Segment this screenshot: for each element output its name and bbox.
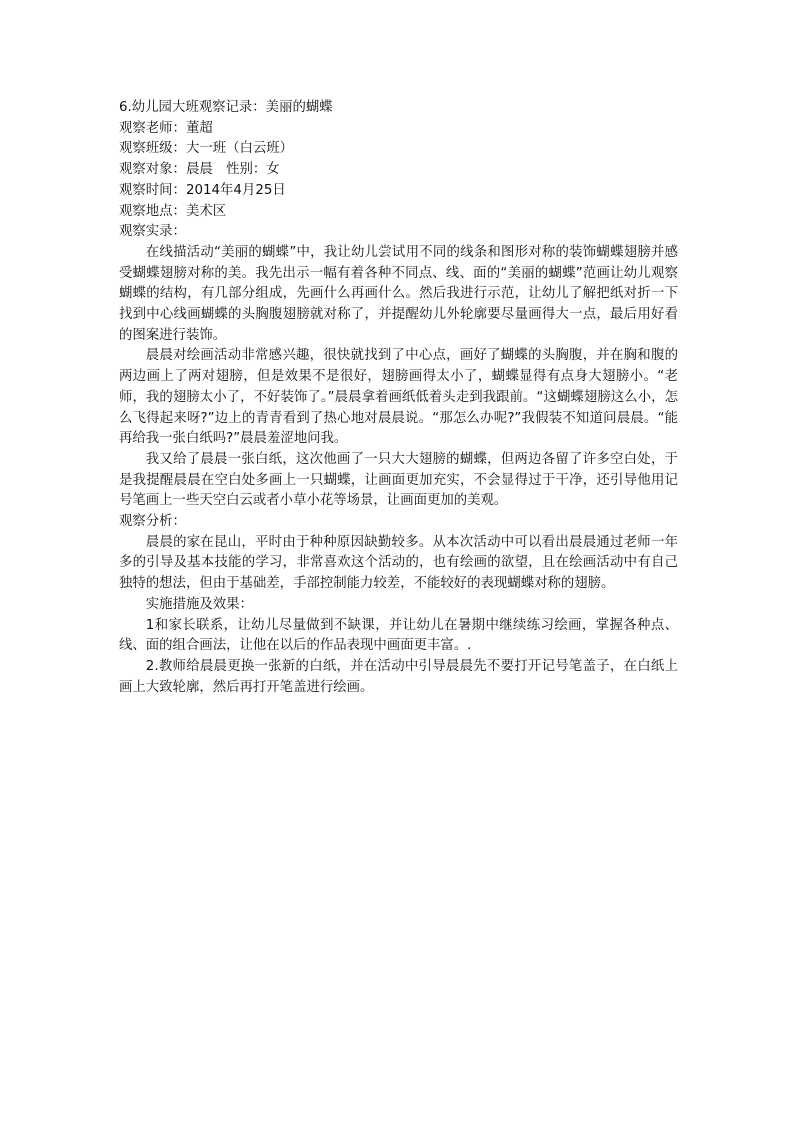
record-paragraph: 在线描活动“美丽的蝴蝶”中，我让幼儿尝试用不同的线条和图形对称的装饰蝴蝶翅膀并感受蝴蝶翅膀对称的美。我先出示一幅有着各种不同点、线、面的“美丽的蝴蝶”范画让幼儿观察蝴蝶的结构，有几部分组成，先画什么再画什么。然后我进行示范，让幼儿了解把纸对折一下找到中心线画蝴蝶的头胸腹翅膀就对称了，并提醒幼儿外轮廓要尽量画得大一点，最后用好看的图案进行装饰。	[119, 244, 678, 343]
document-title: 6.幼儿园大班观察记录：美丽的蝴蝶	[119, 100, 333, 115]
measure-item: 1和家长联系，让幼儿尽量做到不缺课，并让幼儿在暑期中继续练习绘画，掌握各种点、线、面的组合画法，让他在以后的作品表现中画面更丰富。.	[119, 617, 678, 654]
observed-class-field: 观察班级：大一班（白云班）	[119, 141, 294, 157]
record-heading: 观察实录：	[119, 224, 186, 240]
record-paragraph: 晨晨对绘画活动非常感兴趣，很快就找到了中心点，画好了蝴蝶的头胸腹，并在胸和腹的两边画上了两对翅膀，但是效果不是很好，翅膀画得太小了，蝴蝶显得有点身大翅膀小。“老师，我的翅膀太小了，不好装饰了。”晨晨拿着画纸低着头走到我跟前。“这蝴蝶翅膀这么小，怎么飞得起来呀?”边上的青青看到了热心地对晨晨说。“那怎么办呢?”我假装不知道问晨晨。“能再给我一张白纸吗?”晨晨羞涩地问我。	[119, 348, 678, 447]
analysis-paragraph: 晨晨的家在昆山，平时由于种种原因缺勤较多。从本次活动中可以看出晨晨通过老师一年多的引导及基本技能的学习，非常喜欢这个活动的，也有绘画的欲望，且在绘画活动中有自己独特的想法，但由于基础差，手部控制能力较差，不能较好的表现蝴蝶对称的翅膀。	[119, 534, 678, 592]
document-body	[119, 98, 678, 698]
observer-teacher-field: 观察老师：董超	[119, 120, 213, 136]
analysis-heading: 观察分析：	[119, 514, 186, 530]
observation-location-field: 观察地点：美术区	[119, 203, 227, 219]
record-paragraph: 我又给了晨晨一张白纸，这次他画了一只大大翅膀的蝴蝶，但两边各留了许多空白处，于是我提醒晨晨在空白处多画上一只蝴蝶，让画面更加充实，不会显得过于干净，还引导他用记号笔画上一些天空白云或者小草小花等场景，让画面更加的美观。	[119, 451, 678, 509]
observation-date-field: 观察时间：2014年4月25日	[119, 182, 286, 198]
measure-item: 2.教师给晨晨更换一张新的白纸，并在活动中引导晨晨先不要打开记号笔盖子，在白纸上画上大致轮廓，然后再打开笔盖进行绘画。	[119, 658, 678, 695]
observed-child-field: 观察对象：晨晨 性别：女	[119, 162, 280, 178]
measures-heading: 实施措施及效果：	[145, 596, 253, 612]
